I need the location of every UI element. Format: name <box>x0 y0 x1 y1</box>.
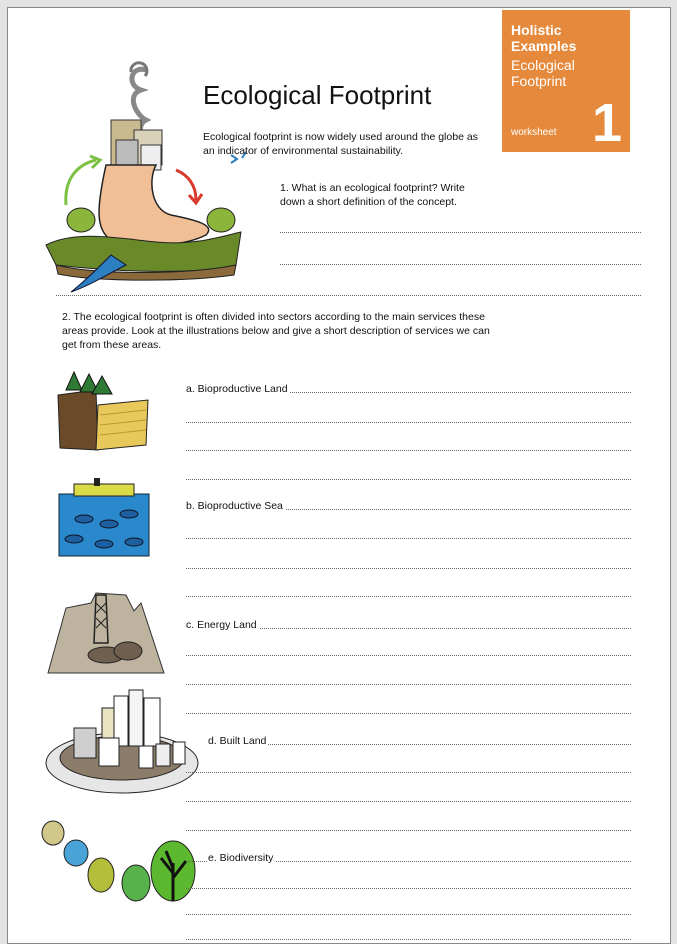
answer-line[interactable] <box>186 568 631 569</box>
badge-line-examples: Examples <box>511 38 577 54</box>
answer-line[interactable] <box>186 450 631 451</box>
badge-line-footprint: Footprint <box>511 73 567 89</box>
answer-line[interactable] <box>186 830 631 831</box>
answer-line[interactable] <box>186 914 631 915</box>
question-1: 1. What is an ecological footprint? Write down a short definition of the concept. <box>280 182 465 208</box>
biodiversity-leaves-icon <box>36 813 198 905</box>
answer-line[interactable] <box>186 422 631 423</box>
badge-number: 1 <box>592 93 623 153</box>
sea-fish-ship-icon <box>54 474 154 564</box>
badge-line-ecological: Ecological <box>511 57 575 73</box>
intro-text: Ecological footprint is now widely used around the globe as an indicator of environmental sustainability. <box>203 131 478 157</box>
city-icon <box>44 688 202 798</box>
sector-label-bioproductive-land: a. Bioproductive Land <box>186 383 288 395</box>
answer-line[interactable] <box>208 744 631 745</box>
answer-line[interactable] <box>186 479 631 480</box>
answer-line[interactable] <box>186 684 631 685</box>
sector-label-built-land: d. Built Land <box>208 735 267 747</box>
sector-label-biodiversity: e. Biodiversity <box>208 852 274 864</box>
page-title: Ecological Footprint <box>203 80 432 110</box>
answer-line[interactable] <box>186 939 631 940</box>
forest-field-icon <box>56 370 151 452</box>
answer-line[interactable] <box>280 264 641 265</box>
answer-line[interactable] <box>186 801 631 802</box>
answer-line[interactable] <box>280 232 641 233</box>
worksheet-page <box>7 7 671 944</box>
badge-worksheet-label: worksheet <box>511 127 557 138</box>
answer-line[interactable] <box>56 295 641 296</box>
answer-line[interactable] <box>186 713 631 714</box>
answer-line[interactable] <box>186 596 631 597</box>
answer-line[interactable] <box>186 655 631 656</box>
answer-line[interactable] <box>186 538 631 539</box>
sector-label-bioproductive-sea: b. Bioproductive Sea <box>186 500 283 512</box>
oil-rig-mine-icon <box>46 583 166 675</box>
question-2: 2. The ecological footprint is often divided into sectors according to the main services these areas provide. Look at the illustrations below and give a short description of services we can get from these areas. <box>62 311 490 351</box>
sector-label-energy-land: c. Energy Land <box>186 619 257 631</box>
answer-line[interactable] <box>186 888 631 889</box>
worksheet-badge <box>502 10 630 152</box>
answer-line[interactable] <box>186 772 631 773</box>
badge-line-holistic: Holistic <box>511 22 562 38</box>
